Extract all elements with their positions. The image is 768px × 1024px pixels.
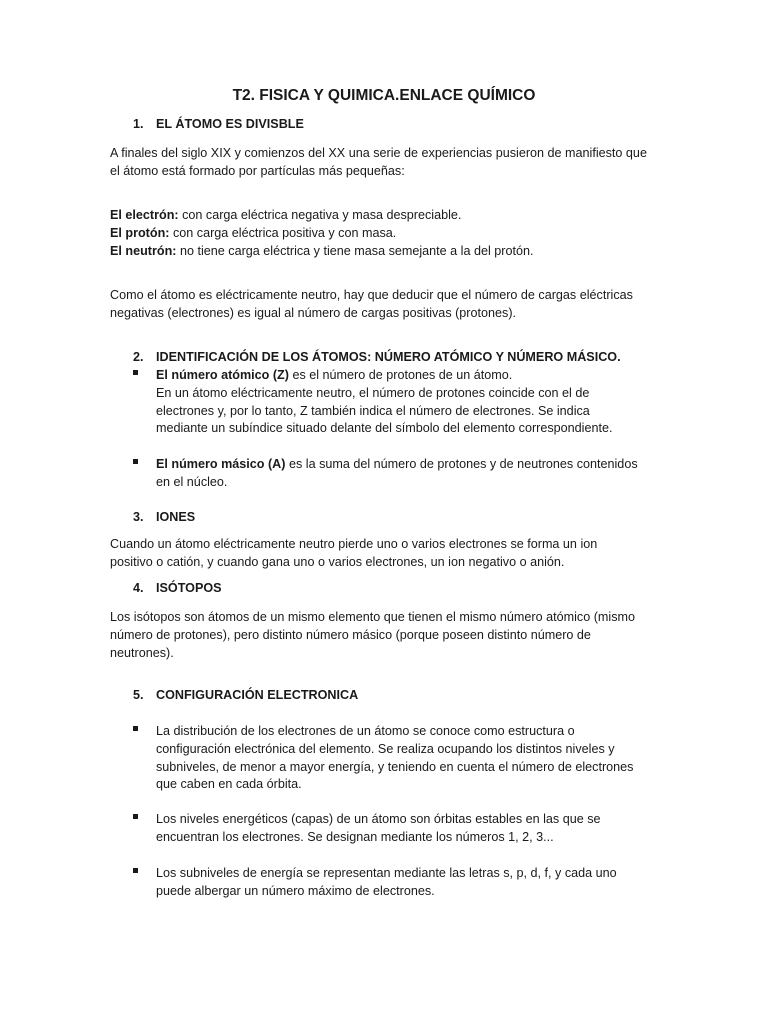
text-line (156, 367, 676, 385)
particle-term: El electrón: (110, 208, 179, 222)
section-1-conclusion (110, 287, 670, 323)
section-number: 4. (133, 581, 144, 595)
square-bullet-icon (133, 868, 138, 873)
list-item-text (156, 723, 676, 794)
text-line: Como el átomo es eléctricamente neutro, hay que deducir que el número de cargas eléctricas (110, 288, 633, 302)
text-line: A finales del siglo XIX y comienzos del XX una serie de experiencias pusieron de manifiesto que (110, 146, 647, 160)
section-number: 5. (133, 688, 144, 702)
text-line: en el núcleo. (156, 474, 228, 489)
list-item-text (156, 456, 676, 492)
text-line: Cuando un átomo eléctricamente neutro pierde uno o varios electrones se forma un ion (110, 537, 598, 551)
text-line: subniveles, de menor a mayor energía, y teniendo en cuenta el número de electrones (156, 759, 634, 774)
section-number: 1. (133, 117, 144, 131)
text-line: número de protones), pero distinto número másico (porque poseen distinto número de (110, 627, 591, 642)
section-1-intro (110, 145, 670, 181)
text-span: es la suma del número de protones y de neutrones contenidos (285, 457, 638, 471)
document-title: T2. FISICA Y QUIMICA.ENLACE QUÍMICO (232, 87, 536, 104)
text-line: el átomo está formado por partículas más pequeñas: (110, 163, 405, 178)
section-title: IDENTIFICACIÓN DE LOS ÁTOMOS: NÚMERO ATÓMICO Y NÚMERO MÁSICO. (156, 350, 621, 364)
section-title: IONES (156, 510, 196, 524)
text-line: electrones y, por lo tanto, Z también indica el número de electrones. Se indica (156, 403, 590, 418)
list-item-text (156, 367, 676, 438)
particle-list (110, 207, 670, 260)
text-line: encuentran los electrones. Se designan mediante los números 1, 2, 3... (156, 829, 554, 844)
particle-term: El protón: (110, 225, 170, 240)
list-item-text (156, 811, 676, 847)
text-line: Los niveles energéticos (capas) de un átomo son órbitas estables en las que se (156, 812, 601, 826)
square-bullet-icon (133, 370, 138, 375)
text-line: neutrones). (110, 645, 174, 660)
text-span: es el número de protones de un átomo. (288, 368, 513, 382)
square-bullet-icon (133, 726, 138, 731)
particle-neutron (110, 243, 670, 261)
text-line: positivo o catión, y cuando gana uno o varios electrones, un ion negativo o anión. (110, 554, 565, 569)
text-line: En un átomo eléctricamente neutro, el número de protones coincide con el de (156, 385, 590, 400)
text-line: negativas (electrones) es igual al número de cargas positivas (protones). (110, 305, 517, 320)
text-line: que caben en cada órbita. (156, 777, 302, 792)
section-title: CONFIGURACIÓN ELECTRONICA (156, 688, 359, 702)
particle-proton (110, 225, 670, 243)
particle-electron (110, 207, 670, 225)
text-line: Los subniveles de energía se representan mediante las letras s, p, d, f, y cada uno (156, 866, 617, 880)
text-line (156, 456, 676, 474)
term: El número atómico (Z) (156, 368, 289, 382)
section-title: ISÓTOPOS (156, 581, 222, 595)
particle-term: El neutrón: (110, 243, 177, 258)
section-number: 2. (133, 350, 144, 364)
particle-desc: con carga eléctrica negativa y masa despreciable. (178, 208, 462, 222)
particle-desc: no tiene carga eléctrica y tiene masa semejante a la del protón. (176, 243, 534, 258)
text-line: mediante un subíndice situado delante del símbolo del elemento correspondiente. (156, 421, 613, 436)
particle-desc: con carga eléctrica positiva y con masa. (169, 225, 397, 240)
text-line: La distribución de los electrones de un átomo se conoce como estructura o (156, 724, 575, 738)
section-number: 3. (133, 510, 144, 524)
term: El número másico (A) (156, 457, 286, 471)
text-line: configuración electrónica del elemento. Se realiza ocupando los distintos niveles y (156, 741, 615, 756)
list-item-text (156, 865, 676, 901)
square-bullet-icon (133, 459, 138, 464)
text-line: puede albergar un número máximo de electrones. (156, 883, 435, 898)
section-title: EL ÁTOMO ES DIVISBLE (156, 117, 304, 131)
section-4-text (110, 609, 670, 662)
section-3-text (110, 536, 670, 572)
text-line: Los isótopos son átomos de un mismo elemento que tienen el mismo número atómico (mismo (110, 610, 635, 624)
square-bullet-icon (133, 814, 138, 819)
